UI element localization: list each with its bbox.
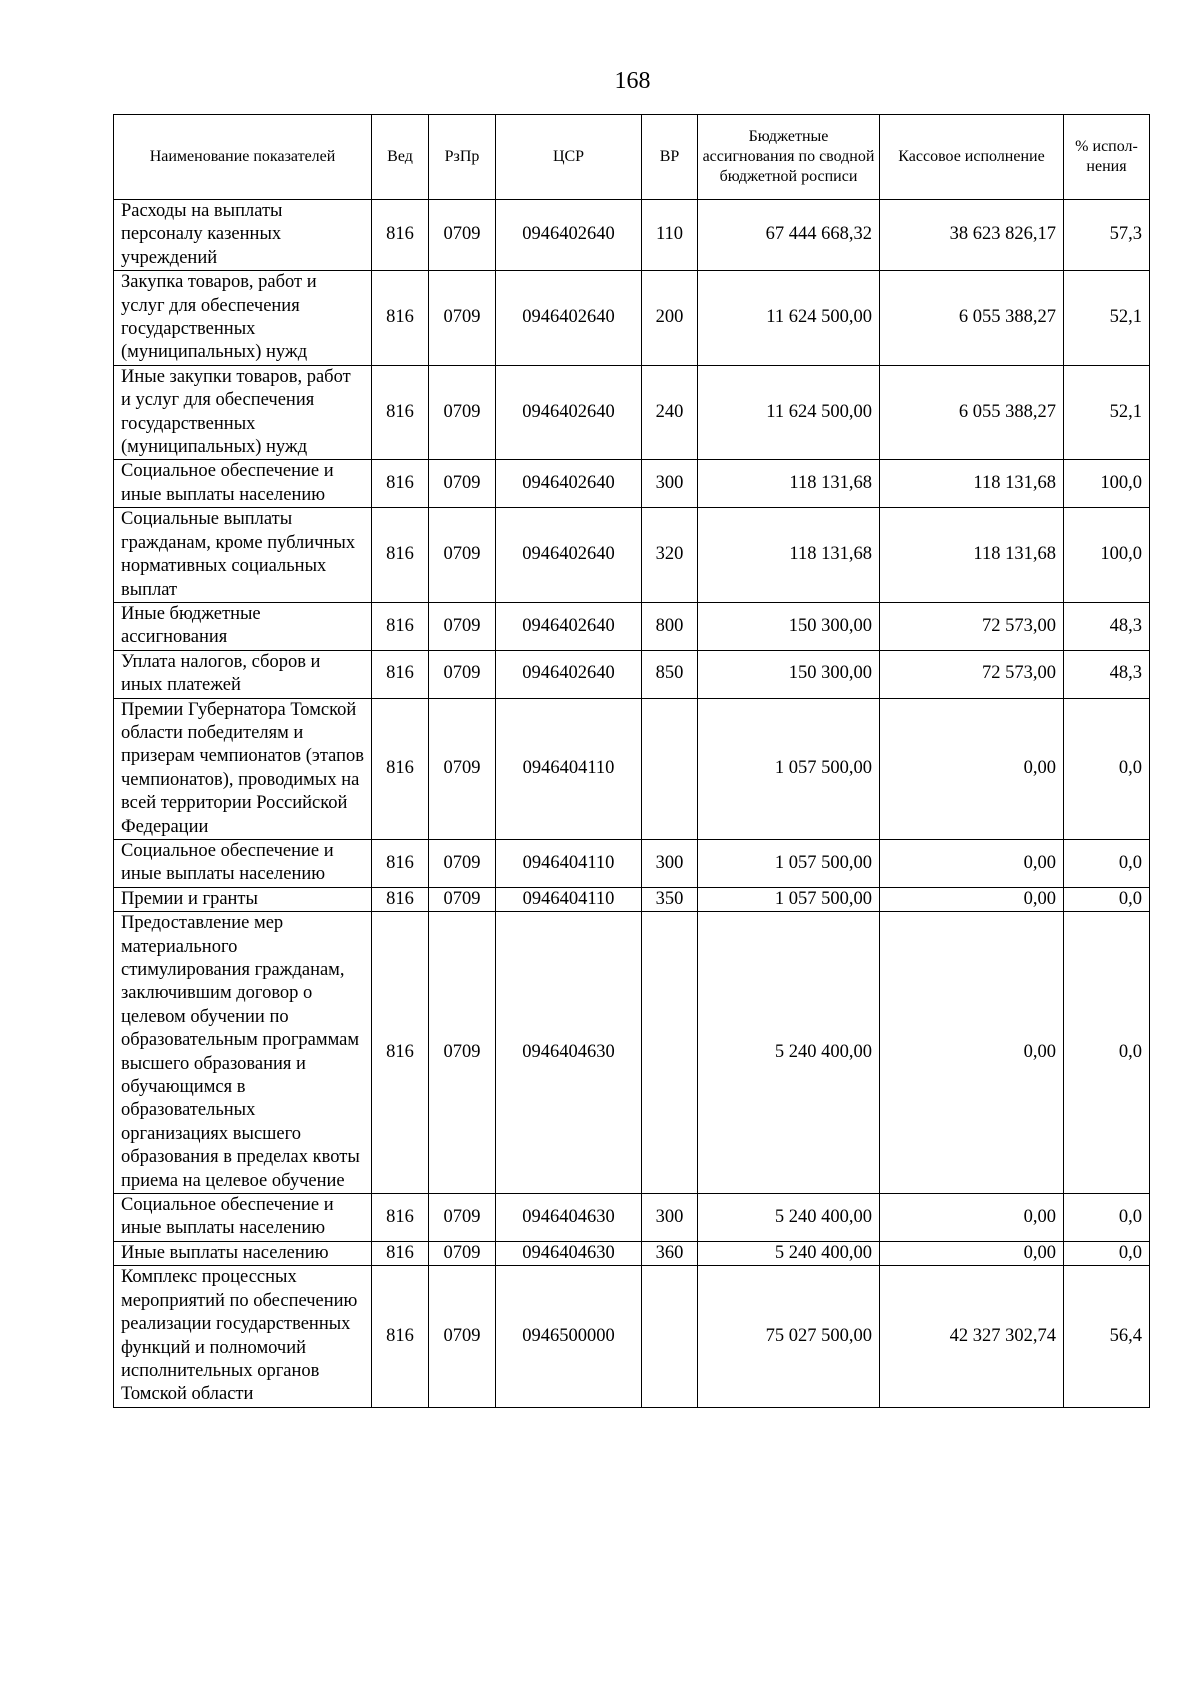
cell-executed: 72 573,00 — [880, 602, 1064, 650]
cell-ved: 816 — [372, 200, 429, 271]
cell-vr: 350 — [642, 887, 698, 911]
cell-csr: 0946500000 — [496, 1266, 642, 1407]
cell-percent: 52,1 — [1064, 271, 1150, 366]
cell-ved: 816 — [372, 887, 429, 911]
cell-assigned: 1 057 500,00 — [698, 887, 880, 911]
cell-csr: 0946404630 — [496, 1241, 642, 1265]
cell-vr: 800 — [642, 602, 698, 650]
cell-executed: 0,00 — [880, 887, 1064, 911]
cell-percent: 100,0 — [1064, 460, 1150, 508]
cell-assigned: 75 027 500,00 — [698, 1266, 880, 1407]
cell-executed: 42 327 302,74 — [880, 1266, 1064, 1407]
cell-assigned: 5 240 400,00 — [698, 912, 880, 1194]
cell-executed: 0,00 — [880, 912, 1064, 1194]
cell-rzpr: 0709 — [429, 698, 496, 839]
cell-name: Иные выплаты населению — [114, 1241, 372, 1265]
cell-rzpr: 0709 — [429, 1241, 496, 1265]
page-number: 168 — [614, 68, 651, 94]
cell-assigned: 67 444 668,32 — [698, 200, 880, 271]
cell-assigned: 11 624 500,00 — [698, 365, 880, 460]
cell-executed: 118 131,68 — [880, 460, 1064, 508]
cell-ved: 816 — [372, 1266, 429, 1407]
cell-percent: 0,0 — [1064, 1241, 1150, 1265]
table-row — [114, 912, 1150, 1194]
cell-percent: 56,4 — [1064, 1266, 1150, 1407]
header-percent: % испол-нения — [1064, 115, 1150, 200]
cell-rzpr: 0709 — [429, 839, 496, 887]
cell-csr: 0946404630 — [496, 912, 642, 1194]
cell-ved: 816 — [372, 602, 429, 650]
cell-percent: 48,3 — [1064, 650, 1150, 698]
table-row — [114, 365, 1150, 460]
cell-percent: 48,3 — [1064, 602, 1150, 650]
cell-name: Закупка товаров, работ и услуг для обеспечения государственных (муниципальных) нужд — [114, 271, 372, 366]
cell-percent: 0,0 — [1064, 698, 1150, 839]
table-row — [114, 887, 1150, 911]
cell-vr: 300 — [642, 1194, 698, 1242]
cell-csr: 0946402640 — [496, 200, 642, 271]
cell-name: Социальное обеспечение и иные выплаты населению — [114, 839, 372, 887]
cell-vr: 320 — [642, 508, 698, 603]
cell-assigned: 118 131,68 — [698, 460, 880, 508]
cell-executed: 38 623 826,17 — [880, 200, 1064, 271]
cell-executed: 6 055 388,27 — [880, 365, 1064, 460]
header-executed: Кассовое исполнение — [880, 115, 1064, 200]
table-row — [114, 1266, 1150, 1407]
table-row — [114, 271, 1150, 366]
cell-rzpr: 0709 — [429, 271, 496, 366]
cell-csr: 0946404110 — [496, 698, 642, 839]
table-row — [114, 650, 1150, 698]
cell-percent: 0,0 — [1064, 839, 1150, 887]
table-row — [114, 460, 1150, 508]
cell-csr: 0946402640 — [496, 650, 642, 698]
cell-name: Социальные выплаты гражданам, кроме публичных нормативных социальных выплат — [114, 508, 372, 603]
cell-assigned: 5 240 400,00 — [698, 1194, 880, 1242]
table-row — [114, 508, 1150, 603]
cell-percent: 100,0 — [1064, 508, 1150, 603]
header-name: Наименование показателей — [114, 115, 372, 200]
cell-percent: 0,0 — [1064, 887, 1150, 911]
budget-table — [113, 114, 1150, 1408]
cell-rzpr: 0709 — [429, 460, 496, 508]
cell-name: Социальное обеспечение и иные выплаты населению — [114, 460, 372, 508]
cell-percent: 0,0 — [1064, 912, 1150, 1194]
cell-executed: 0,00 — [880, 698, 1064, 839]
cell-rzpr: 0709 — [429, 602, 496, 650]
cell-ved: 816 — [372, 508, 429, 603]
cell-vr: 240 — [642, 365, 698, 460]
cell-name: Иные бюджетные ассигнования — [114, 602, 372, 650]
cell-ved: 816 — [372, 650, 429, 698]
cell-csr: 0946404630 — [496, 1194, 642, 1242]
cell-executed: 0,00 — [880, 839, 1064, 887]
cell-executed: 118 131,68 — [880, 508, 1064, 603]
cell-ved: 816 — [372, 1241, 429, 1265]
cell-rzpr: 0709 — [429, 912, 496, 1194]
cell-rzpr: 0709 — [429, 1194, 496, 1242]
cell-assigned: 1 057 500,00 — [698, 698, 880, 839]
cell-name: Комплекс процессных мероприятий по обеспечению реализации государственных функций и полномочий исполнительных органов Томской области — [114, 1266, 372, 1407]
cell-percent: 0,0 — [1064, 1194, 1150, 1242]
table-row — [114, 602, 1150, 650]
header-vr: ВР — [642, 115, 698, 200]
cell-csr: 0946402640 — [496, 602, 642, 650]
cell-assigned: 150 300,00 — [698, 602, 880, 650]
cell-name: Иные закупки товаров, работ и услуг для обеспечения государственных (муниципальных) нужд — [114, 365, 372, 460]
cell-name: Премии Губернатора Томской области победителям и призерам чемпионатов (этапов чемпионатов), проводимых на всей территории Российской Федерации — [114, 698, 372, 839]
cell-executed: 0,00 — [880, 1241, 1064, 1265]
cell-assigned: 150 300,00 — [698, 650, 880, 698]
table-header — [114, 115, 1150, 200]
cell-ved: 816 — [372, 460, 429, 508]
cell-vr: 850 — [642, 650, 698, 698]
cell-rzpr: 0709 — [429, 1266, 496, 1407]
cell-vr: 360 — [642, 1241, 698, 1265]
cell-csr: 0946402640 — [496, 460, 642, 508]
cell-assigned: 1 057 500,00 — [698, 839, 880, 887]
table-body — [114, 200, 1150, 1408]
cell-ved: 816 — [372, 912, 429, 1194]
cell-rzpr: 0709 — [429, 887, 496, 911]
header-assigned: Бюджетные ассигнования по сводной бюджетной росписи — [698, 115, 880, 200]
header-ved: Вед — [372, 115, 429, 200]
table-row — [114, 698, 1150, 839]
cell-vr — [642, 698, 698, 839]
header-csr: ЦСР — [496, 115, 642, 200]
cell-rzpr: 0709 — [429, 650, 496, 698]
cell-rzpr: 0709 — [429, 508, 496, 603]
cell-csr: 0946402640 — [496, 271, 642, 366]
cell-csr: 0946402640 — [496, 365, 642, 460]
cell-name: Премии и гранты — [114, 887, 372, 911]
cell-csr: 0946404110 — [496, 839, 642, 887]
cell-csr: 0946404110 — [496, 887, 642, 911]
cell-ved: 816 — [372, 698, 429, 839]
cell-name: Расходы на выплаты персоналу казенных учреждений — [114, 200, 372, 271]
cell-rzpr: 0709 — [429, 200, 496, 271]
header-rzpr: РзПр — [429, 115, 496, 200]
table-row — [114, 1241, 1150, 1265]
cell-executed: 72 573,00 — [880, 650, 1064, 698]
cell-name: Уплата налогов, сборов и иных платежей — [114, 650, 372, 698]
cell-vr: 110 — [642, 200, 698, 271]
cell-rzpr: 0709 — [429, 365, 496, 460]
cell-assigned: 5 240 400,00 — [698, 1241, 880, 1265]
cell-ved: 816 — [372, 1194, 429, 1242]
cell-vr — [642, 912, 698, 1194]
cell-percent: 57,3 — [1064, 200, 1150, 271]
cell-name: Предоставление мер материального стимулирования гражданам, заключившим договор о целевом обучении по образовательным программам высшего образования и обучающимся в образовательных организациях высшего образования в пределах квоты приема на целевое обучение — [114, 912, 372, 1194]
cell-vr: 300 — [642, 460, 698, 508]
cell-executed: 6 055 388,27 — [880, 271, 1064, 366]
cell-ved: 816 — [372, 365, 429, 460]
cell-percent: 52,1 — [1064, 365, 1150, 460]
table-row — [114, 1194, 1150, 1242]
cell-name: Социальное обеспечение и иные выплаты населению — [114, 1194, 372, 1242]
cell-executed: 0,00 — [880, 1194, 1064, 1242]
table-row — [114, 200, 1150, 271]
cell-assigned: 11 624 500,00 — [698, 271, 880, 366]
table-row — [114, 839, 1150, 887]
cell-csr: 0946402640 — [496, 508, 642, 603]
cell-ved: 816 — [372, 271, 429, 366]
cell-vr — [642, 1266, 698, 1407]
cell-vr: 200 — [642, 271, 698, 366]
cell-ved: 816 — [372, 839, 429, 887]
header-row — [114, 115, 1150, 200]
cell-vr: 300 — [642, 839, 698, 887]
cell-assigned: 118 131,68 — [698, 508, 880, 603]
